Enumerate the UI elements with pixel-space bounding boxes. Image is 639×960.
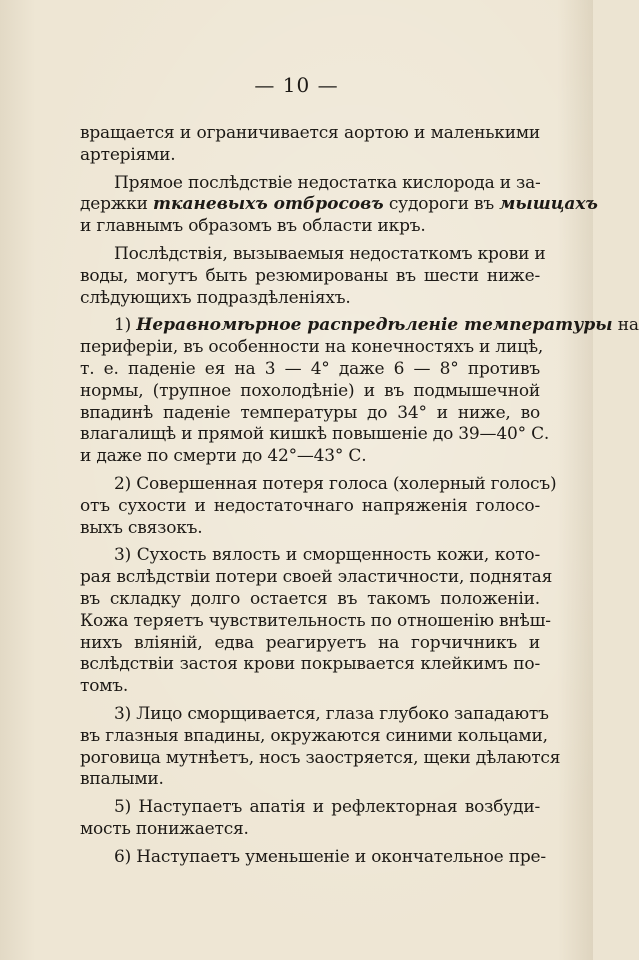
text-line: влагалищѣ и прямой кишкѣ повышеніе до 39—40° С.: [80, 424, 550, 445]
text-line: Кожа теряетъ чувствительность по отношенію внѣш-: [80, 610, 551, 631]
paragraph-6: [80, 545, 553, 698]
text-line-emphasis: [80, 315, 639, 337]
text-fragment: держки: [80, 194, 154, 215]
paragraph-9: [80, 846, 546, 869]
text-line: 6) Наступаетъ уменьшеніе и окончательное пре-: [114, 846, 546, 867]
text-line: въ глазныя впадины, окружаются синими кольцами,: [80, 725, 548, 746]
text-line: вращается и ограничивается аортою и маленькими: [80, 123, 540, 143]
paragraph-3: [80, 243, 546, 309]
text-line: 2) Совершенная потеря голоса (холерный голосъ): [114, 473, 557, 494]
text-fragment: 1): [114, 315, 137, 336]
text-line: и главнымъ образомъ въ области икръ.: [80, 216, 426, 237]
paragraph-1: [80, 123, 540, 167]
text-line: нормы, (трупное похолодѣніе) и въ подмышечной: [80, 380, 540, 401]
text-line: отъ сухости и недостаточнаго напряженія голосо-: [80, 495, 540, 516]
text-line: мость понижается.: [80, 818, 249, 839]
text-line: томъ.: [80, 676, 129, 697]
text-line: впалыми.: [80, 769, 164, 790]
text-line: 3) Лицо сморщивается, глаза глубоко западаютъ: [114, 703, 549, 724]
emphasis-text: Неравномѣрное распредѣленіе температуры: [136, 315, 613, 336]
emphasis-text: мышцахъ: [499, 194, 598, 215]
text-line: воды, могутъ быть резюмированы въ шести ниже-: [80, 265, 540, 286]
text-line: и даже по смерти до 42°—43° С.: [80, 446, 367, 467]
paragraph-4: [80, 315, 639, 468]
text-line: роговица мутнѣетъ, носъ заостряется, щеки дѣлаются: [80, 747, 561, 768]
text-line: впадинѣ паденіе температуры до 34° и ниже, во: [80, 402, 540, 423]
paragraph-2: [80, 172, 598, 238]
text-fragment: судороги въ: [383, 194, 500, 215]
paragraph-5: [80, 473, 557, 539]
emphasis-text: тканевыхъ отбросовъ: [153, 194, 384, 215]
text-line: рая вслѣдствіи потери своей эластичности, поднятая: [80, 567, 553, 588]
text-line: нихъ вліяній, едва реагируетъ на горчичникъ и: [80, 632, 540, 653]
body-text: [80, 123, 639, 875]
text-line: въ складку долго остается въ такомъ положеніи.: [80, 588, 540, 609]
text-line: 5) Наступаетъ апатія и рефлекторная возбуди-: [114, 797, 540, 818]
text-line: вслѣдствіи застоя крови покрывается клейкимъ по-: [80, 654, 540, 675]
paragraph-7: [80, 703, 561, 791]
text-line: Послѣдствія, вызываемыя недостаткомъ крови и: [114, 243, 546, 264]
text-line: 3) Сухость вялость и сморщенность кожи, кото-: [114, 545, 540, 566]
page-number: — 10 —: [254, 73, 339, 97]
text-line: периферіи, въ особенности на конечностяхъ и лицѣ,: [80, 337, 544, 358]
text-line: т. е. паденіе ея на 3 — 4° даже 6 — 8° противъ: [80, 358, 540, 379]
text-line: артеріями.: [80, 144, 176, 165]
paragraph-8: [80, 797, 540, 841]
text-fragment: на: [612, 315, 639, 336]
text-line-emphasis: [80, 194, 598, 216]
text-line: выхъ связокъ.: [80, 517, 203, 538]
text-line: Прямое послѣдствіе недостатка кислорода и за-: [114, 172, 541, 193]
text-line: слѣдующихъ подраздѣленіяхъ.: [80, 287, 351, 308]
